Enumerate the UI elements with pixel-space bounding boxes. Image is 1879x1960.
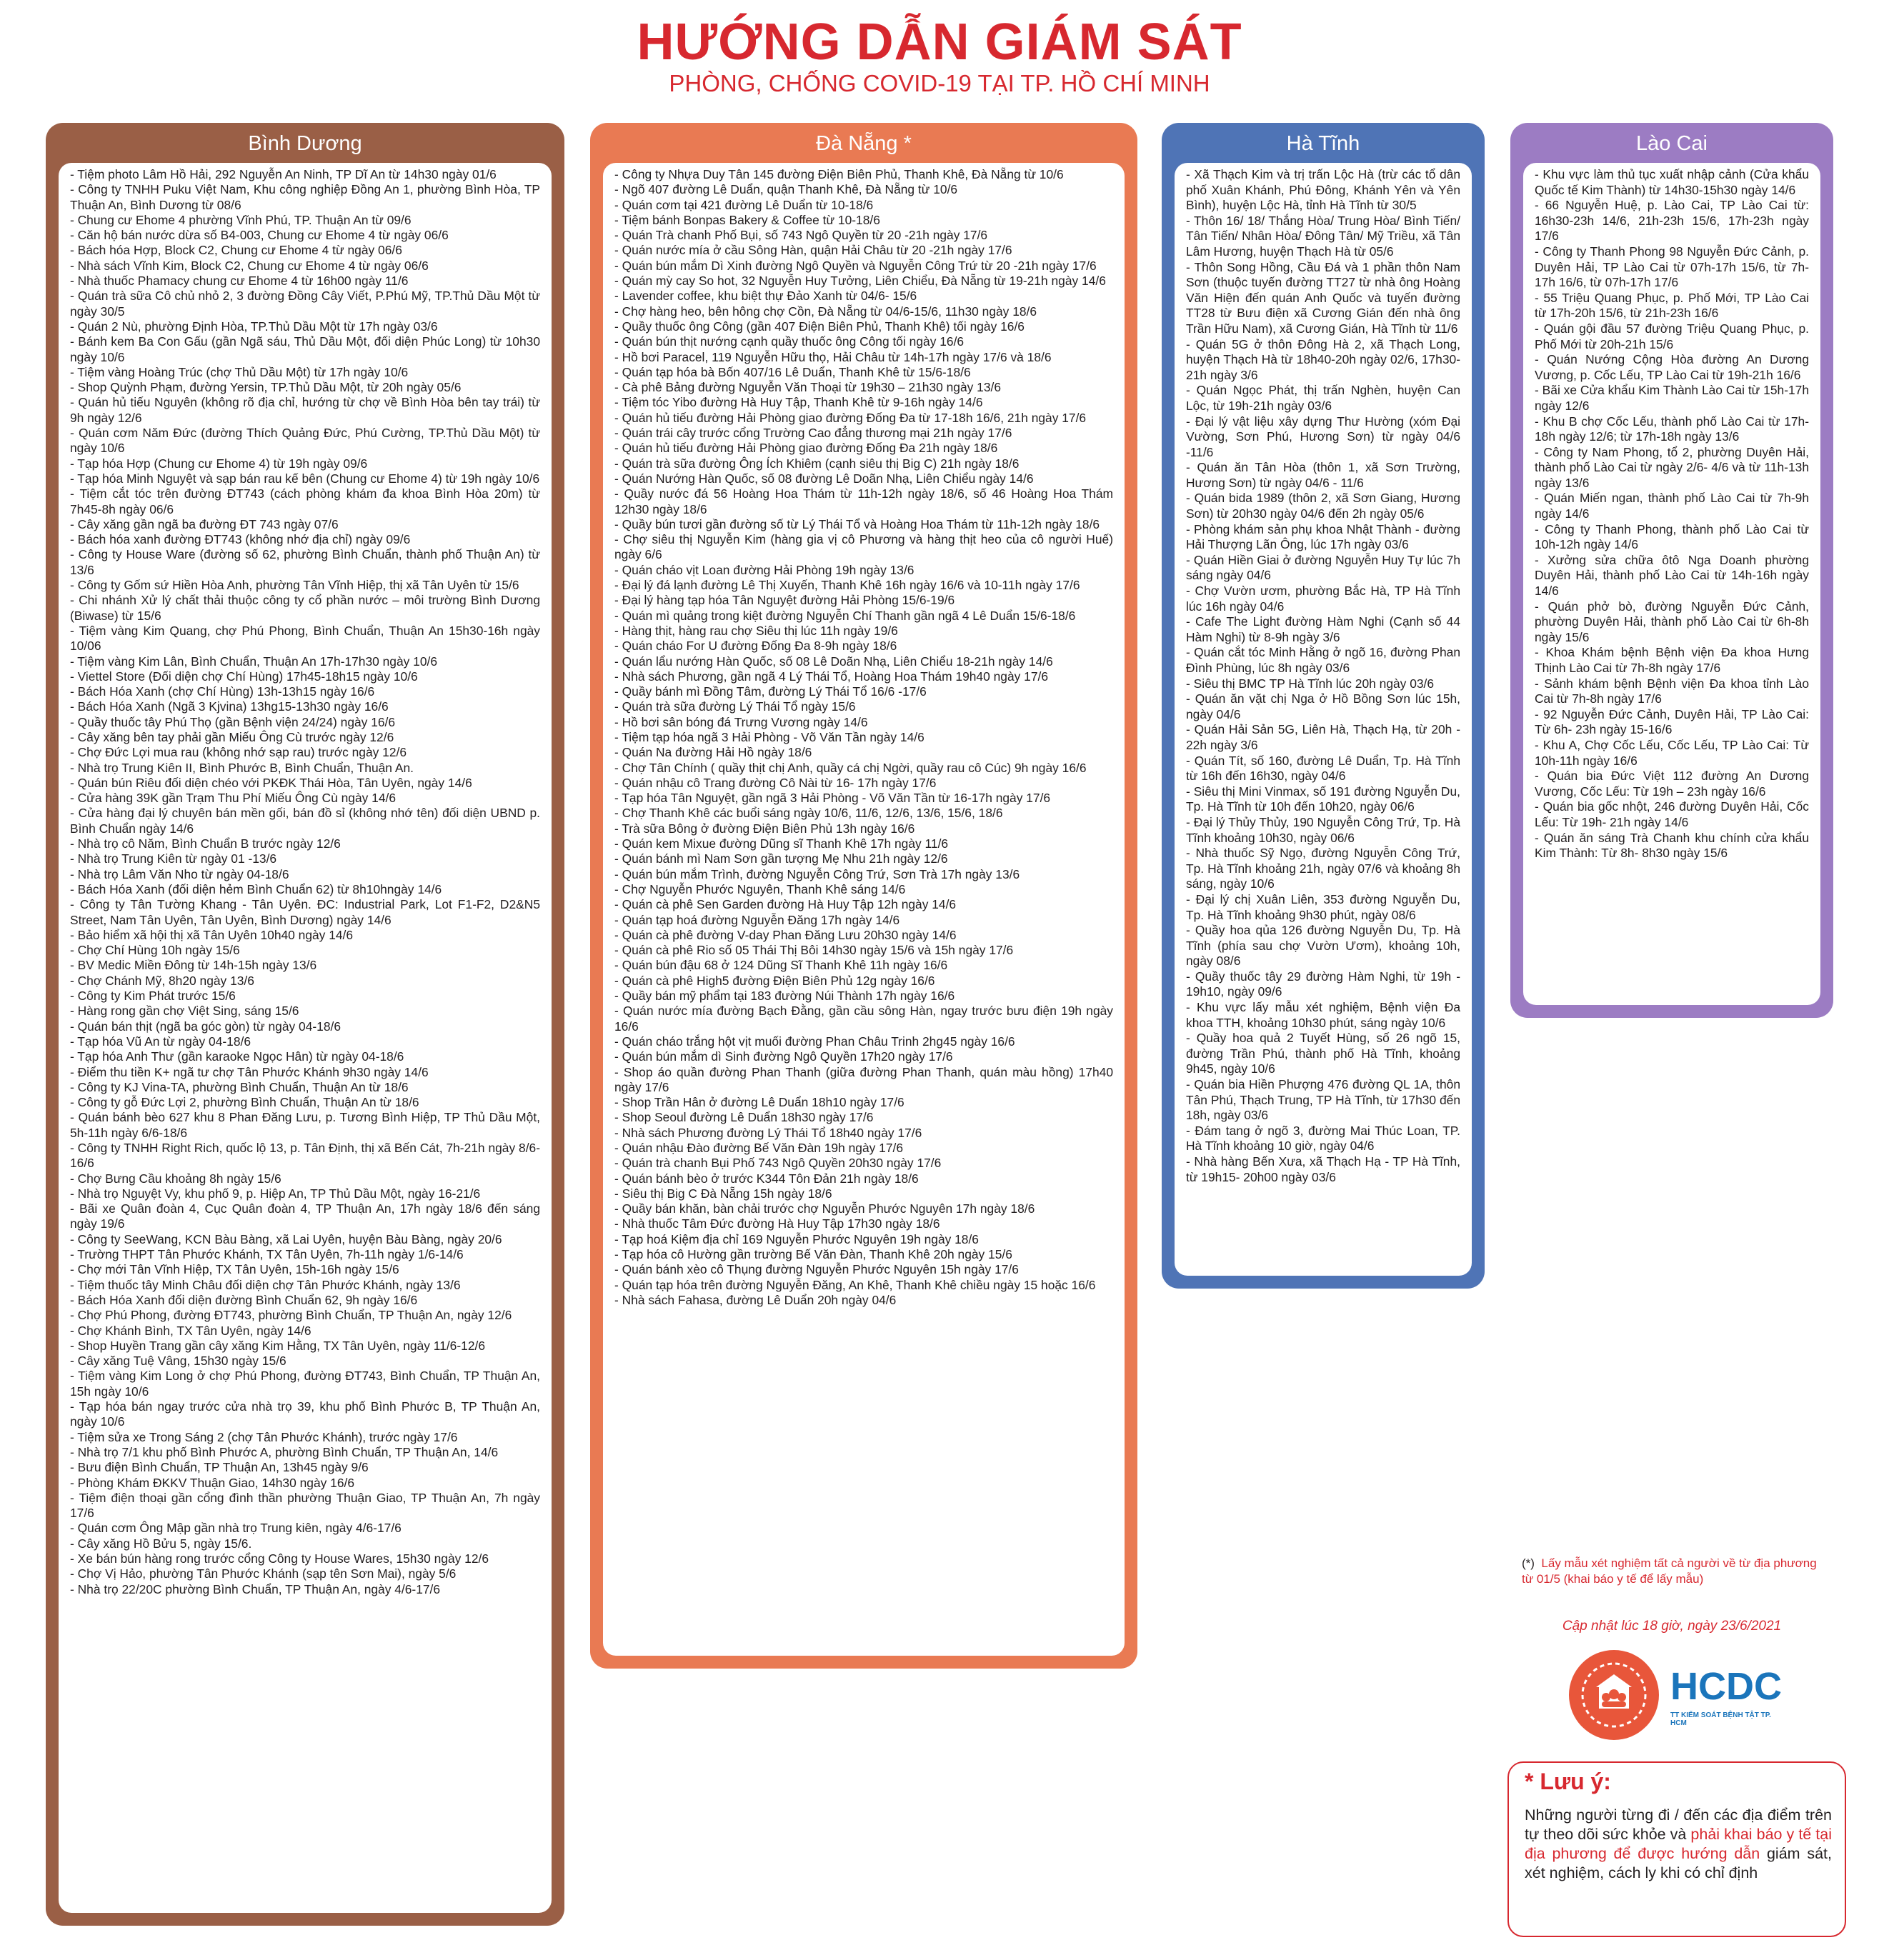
location-item: - Quán tạp hóa bà Bốn 407/16 Lê Duẩn, Thanh Khê từ 15/6-18/6 bbox=[614, 364, 971, 379]
location-item: - Công ty KJ Vina-TA, phường Bình Chuẩn, Thuận An từ 18/6 bbox=[70, 1079, 409, 1094]
location-item: - Quán cháo For U đường Đống Đa 8-9h ngày 18/6 bbox=[614, 639, 897, 654]
location-item: - 66 Nguyễn Huệ, p. Lào Cai, TP Lào Cai từ: 16h30-23h 14/6, 21h-23h 15/6, 17h-23h ngày 17/6 bbox=[1535, 198, 1809, 244]
location-item: - Tiệm điện thoại gần cổng đình thần phường Thuận Giao, TP Thuận An, 7h ngày 17/6 bbox=[70, 1490, 540, 1521]
location-item: - Bách Hóa Xanh (chợ Chí Hùng) 13h-13h15 ngày 16/6 bbox=[70, 684, 375, 699]
location-item: - Công ty Thanh Phong, thành phố Lào Cai từ 10h-12h ngày 14/6 bbox=[1535, 521, 1809, 552]
location-item: - Tạp hóa bán ngay trước cửa nhà trọ 39, khu phố Bình Phước B, TP Thuận An, ngày 10/6 bbox=[70, 1399, 540, 1429]
location-item: - Cây xăng gần ngã ba đường ĐT 743 ngày 07/6 bbox=[70, 516, 339, 531]
panel-body bbox=[603, 163, 1125, 1656]
location-item: - Quán kem Mixue đường Dũng sĩ Thanh Khê 17h ngày 11/6 bbox=[614, 836, 949, 851]
location-item: - Bách Hóa Xanh đối diện đường Bình Chuẩn 62, 9h ngày 16/6 bbox=[70, 1292, 418, 1307]
location-item: - Tạp hoá Kiệm địa chỉ 169 Nguyễn Phước Nguyên 19h ngày 18/6 bbox=[614, 1231, 979, 1246]
location-list bbox=[1175, 163, 1472, 1185]
location-item: - Đại lý hàng tạp hóa Tân Nguyệt đường Hải Phòng 15/6-19/6 bbox=[614, 593, 955, 608]
location-item: - Quán nước mía đường Bạch Đằng, gần cầu sông Hàn, ngay trước bưu điện 19h ngày 16/6 bbox=[614, 1004, 1113, 1034]
location-item: - Quán hủ tiếu đường Hải Phòng giao đường Đống Đa 21h ngày 18/6 bbox=[614, 441, 998, 456]
panel-title: Lào Cai bbox=[1636, 132, 1708, 155]
location-item: - Quầy hoa qủa 126 đường Nguyễn Du, Tp. Hà Tĩnh (phía sau chợ Vườn Ươm), khoảng 10h, ngày 08/6 bbox=[1186, 923, 1460, 969]
location-item: - Quán bánh xèo cô Thụng đường Nguyễn Phước Nguyên 15h ngày 17/6 bbox=[614, 1262, 1019, 1277]
location-item: - Quán tạp hóa trên đường Nguyễn Đăng, An Khê, Thanh Khê chiều ngày 15 hoặc 16/6 bbox=[614, 1277, 1096, 1292]
location-item: - Quán bún mắm Trình, đường Nguyễn Công Trứ, Sơn Trà 17h ngày 13/6 bbox=[614, 866, 1020, 881]
location-item: - Chợ Khánh Bình, TX Tân Uyên, ngày 14/6 bbox=[70, 1323, 311, 1338]
location-item: - Quán bia gốc nhột, 246 đường Duyên Hải, Cốc Lếu: Từ 19h- 21h ngày 14/6 bbox=[1535, 799, 1809, 829]
panel-da-nang bbox=[590, 123, 1137, 1669]
location-item: - Cà phê Bảng đường Nguyễn Văn Thoại từ 19h30 – 21h30 ngày 13/6 bbox=[614, 380, 1002, 395]
location-item: - Tạp hóa Hợp (Chung cư Ehome 4) từ 19h ngày 09/6 bbox=[70, 456, 368, 471]
location-item: - Quán Nướng Hàn Quốc, số 08 đường Lê Doãn Nhạ, Liên Chiểu ngày 14/6 bbox=[614, 471, 1034, 486]
location-item: - Quán Trà chanh Phố Bụi, số 743 Ngô Quyền từ 20 -21h ngày 17/6 bbox=[614, 228, 988, 243]
location-item: - Công ty Gốm sứ Hiền Hòa Anh, phường Tân Vĩnh Hiệp, thị xã Tân Uyên từ 15/6 bbox=[70, 578, 519, 593]
location-item: - Công ty gỗ Đức Lợi 2, phường Bình Chuẩn, Thuận An từ 18/6 bbox=[70, 1095, 419, 1110]
location-item: - Công ty TNHH Right Rich, quốc lộ 13, p. Tân Định, thị xã Bến Cát, 7h-21h ngày 8/6-16/6 bbox=[70, 1141, 540, 1171]
location-item: - Shop Seoul đường Lê Duẩn 18h30 ngày 17/6 bbox=[614, 1110, 874, 1125]
location-item: - Bãi xe Quân đoàn 4, Cục Quân đoàn 4, TP Thuận An, 17h ngày 18/6 đến sáng ngày 19/6 bbox=[70, 1201, 540, 1231]
location-item: - Tạp hóa Anh Thư (gần karaoke Ngọc Hân) từ ngày 04-18/6 bbox=[70, 1049, 404, 1064]
location-item: - Tiệm vàng Kim Quang, chợ Phú Phong, Bình Chuẩn, Thuận An 15h30-16h ngày 10/06 bbox=[70, 623, 540, 654]
location-item: - Quán tạp hoá đường Nguyễn Đăng 17h ngày 14/6 bbox=[614, 912, 900, 927]
location-item: - Phòng Khám ĐKKV Thuận Giao, 14h30 ngày 16/6 bbox=[70, 1475, 354, 1490]
location-item: - Chợ mới Tân Vĩnh Hiệp, TX Tân Uyên, 15h-16h ngày 15/6 bbox=[70, 1262, 399, 1277]
location-item: - Chợ Phú Phong, đường ĐT743, phường Bình Chuẩn, TP Thuận An, ngày 12/6 bbox=[70, 1308, 512, 1323]
panel-title: Hà Tĩnh bbox=[1286, 132, 1360, 155]
location-item: - Khoa Khám bệnh Bệnh viện Đa khoa Hưng Thịnh Lào Cai từ 7h-8h ngày 17/6 bbox=[1535, 645, 1809, 675]
location-item: - Thôn Song Hồng, Cầu Đá và 1 phần thôn Nam Sơn (thuộc tuyến đường TT27 từ nhà ông Hoàng Văn Hiện đến quán Anh Quốc và tuyến đường TT28 từ Bưu điện xã Cương Gián đến nhà ông Trần Hữu Nam), xã Cương Gián, Hà Tĩnh từ 11/6 bbox=[1186, 259, 1460, 336]
location-item: - Bách Hóa Xanh (đối diện hẻm Bình Chuẩn 62) từ 8h10hngày 14/6 bbox=[70, 881, 442, 896]
panel-lao-cai bbox=[1510, 123, 1833, 1018]
location-item: - Chợ Vườn ươm, phường Bắc Hà, TP Hà Tĩnh lúc 16h ngày 04/6 bbox=[1186, 584, 1460, 614]
location-item: - Quán bán thịt (ngã ba góc gòn) từ ngày 04-18/6 bbox=[70, 1019, 342, 1034]
location-item: - Quán cháo trắng hột vịt muối đường Phan Châu Trinh 2hg45 ngày 16/6 bbox=[614, 1034, 1015, 1049]
location-item: - Chợ Đức Lợi mua rau (không nhớ sạp rau) trước ngày 12/6 bbox=[70, 745, 407, 760]
location-item: - Quầy hoa quả 2 Tuyết Hùng, số 26 ngõ 15, đường Trần Phú, thành phố Hà Tĩnh, khoảng 9h45, ngày 10/6 bbox=[1186, 1031, 1460, 1076]
location-item: - Bảo hiểm xã hội thị xã Tân Uyên 10h40 ngày 14/6 bbox=[70, 927, 354, 942]
logo-subtext: TT KIỂM SOÁT BỆNH TẬT TP. HCM bbox=[1670, 1711, 1771, 1727]
location-item: - Tạp hóa cô Hường gần trường Bế Văn Đàn, Thanh Khê 20h ngày 15/6 bbox=[614, 1247, 1012, 1262]
location-item: - Chợ Bưng Cầu khoảng 8h ngày 15/6 bbox=[70, 1171, 281, 1186]
note-box bbox=[1507, 1761, 1846, 1937]
location-item: - Quán nhậu Đào đường Bế Văn Đàn 19h ngày 17/6 bbox=[614, 1141, 903, 1155]
location-item: - Khu vực làm thủ tục xuất nhập cảnh (Cửa khẩu Quốc tế Kim Thành) từ 14h30-15h30 ngày 14/6 bbox=[1535, 167, 1809, 197]
location-item: - Bách hóa Hợp, Block C2, Chung cư Ehome 4 từ ngày 06/6 bbox=[70, 243, 402, 258]
location-item: - Cửa hàng 39K gần Trạm Thu Phí Miếu Ông Cù ngày 14/6 bbox=[70, 791, 397, 806]
location-item: - Quầy thuốc ông Công (gần 407 Điện Biên Phủ, Thanh Khê) tối ngày 16/6 bbox=[614, 319, 1025, 334]
location-item: - Tiệm tạp hóa ngã 3 Hải Phòng - Võ Văn Tần ngày 14/6 bbox=[614, 729, 924, 744]
location-item: - Công ty Kim Phát trước 15/6 bbox=[70, 989, 236, 1004]
location-item: - Đại lý Thủy Thủy, 190 Nguyễn Công Trứ, Tp. Hà Tĩnh khoảng 10h30, ngày 06/6 bbox=[1186, 814, 1460, 845]
location-item: - Tiệm vàng Hoàng Trúc (chợ Thủ Dầu Một) từ 17h ngày 10/6 bbox=[70, 364, 409, 379]
location-item: - Shop Quỳnh Phạm, đường Yersin, TP.Thủ Dầu Một, từ 20h ngày 05/6 bbox=[70, 380, 462, 395]
location-item: - Quán cà phê Rio số 05 Thái Thị Bôi 14h30 ngày 15/6 và 15h ngày 17/6 bbox=[614, 943, 1014, 958]
location-item: - Quán ăn vặt chị Nga ở Hồ Bồng Sơn lúc 15h, ngày 04/6 bbox=[1186, 691, 1460, 721]
location-item: - Tiệm tóc Yibo đường Hà Huy Tập, Thanh Khê từ 9-16h ngày 14/6 bbox=[614, 395, 983, 410]
location-item: - Quán cơm Năm Đức (đường Thích Quảng Đức, Phú Cường, TP.Thủ Dầu Một) từ ngày 10/6 bbox=[70, 426, 540, 456]
panel-binh-duong bbox=[46, 123, 564, 1926]
location-item: - Quán bún thịt nướng cạnh quầy thuốc ông Công tối ngày 16/6 bbox=[614, 334, 965, 349]
location-item: - Quán bánh bèo ở trước K344 Tôn Đản 21h ngày 18/6 bbox=[614, 1171, 919, 1186]
location-item: - Quán Na đường Hải Hồ ngày 18/6 bbox=[614, 745, 812, 760]
location-item: - Chợ Chí Hùng 10h ngày 15/6 bbox=[70, 943, 240, 958]
location-item: - Nhà trọ Trung Kiên II, Bình Phước B, Bình Chuẩn, Thuận An. bbox=[70, 760, 414, 775]
location-item: - Quán cà phê High5 đường Điện Biên Phủ 12g ngày 16/6 bbox=[614, 973, 935, 988]
hcdc-logo bbox=[1569, 1650, 1783, 1743]
panel-ha-tinh bbox=[1162, 123, 1485, 1289]
location-item: - Quầy bánh mì Đồng Tâm, đường Lý Thái Tổ 16/6 -17/6 bbox=[614, 684, 927, 699]
location-item: - Shop Trần Hân ở đường Lê Duẩn 18h10 ngày 17/6 bbox=[614, 1095, 904, 1110]
logo-text: HCDC bbox=[1670, 1665, 1782, 1708]
location-item: - Tiệm vàng Kim Lân, Bình Chuẩn, Thuận An 17h-17h30 ngày 10/6 bbox=[70, 654, 438, 669]
location-item: - Xã Thạch Kim và trị trấn Lộc Hà (trừ các tổ dân phố Xuân Khánh, Phú Đông, Khánh Yên và Yên Bình), huyện Lộc Hà, tỉnh Hà Tĩnh từ 30/5 bbox=[1186, 167, 1460, 213]
location-item: - Quán Miến ngan, thành phố Lào Cai từ 7h-9h ngày 14/6 bbox=[1535, 491, 1809, 521]
location-item: - Quán bia Đức Việt 112 đường An Dương Vương, Cốc Lếu: Từ 19h – 23h ngày 16/6 bbox=[1535, 769, 1809, 799]
location-item: - Nhà trọ 7/1 khu phố Bình Phước A, phường Bình Chuẩn, TP Thuận An, 14/6 bbox=[70, 1444, 499, 1459]
location-item: - Quán bún mắm dì Sinh đường Ngô Quyền 17h20 ngày 17/6 bbox=[614, 1049, 953, 1064]
location-item: - Shop Huyền Trang gần cây xăng Kim Hằng, TX Tân Uyên, ngày 11/6-12/6 bbox=[70, 1338, 485, 1353]
location-item: - Quán nhậu cô Trang đường Cô Nài từ 16- 17h ngày 17/6 bbox=[614, 775, 937, 790]
panel-body bbox=[1175, 163, 1472, 1276]
location-item: - Đại lý chị Xuân Liên, 353 đường Nguyễn Du, Tp. Hà Tĩnh khoảng 9h30 phút, ngày 08/6 bbox=[1186, 891, 1460, 922]
location-item: - Nhà sách Phương đường Lý Thái Tổ 18h40 ngày 17/6 bbox=[614, 1125, 922, 1140]
location-item: - Quán bánh mì Nam Sơn gần tượng Mẹ Nhu 21h ngày 12/6 bbox=[614, 851, 948, 866]
location-item: - Tiệm thuốc tây Minh Châu đối diện chợ Tân Phước Khánh, ngày 13/6 bbox=[70, 1277, 461, 1292]
location-item: - Siêu thị Mini Vinmax, số 191 đường Nguyễn Du, Tp. Hà Tĩnh từ 10h đến 10h20, ngày 06/6 bbox=[1186, 784, 1460, 814]
location-item: - Phòng khám sản phụ khoa Nhật Thành - đường Hải Thượng Lãn Ông, lúc 17h ngày 03/6 bbox=[1186, 521, 1460, 552]
location-item: - Viettel Store (Đối diện chợ Chí Hùng) 17h45-18h15 ngày 10/6 bbox=[70, 669, 418, 684]
location-item: - Công ty SeeWang, KCN Bàu Bàng, xã Lai Uyên, huyện Bàu Bàng, ngày 20/6 bbox=[70, 1231, 502, 1246]
location-item: - Quán gội đầu 57 đường Triệu Quang Phục, p. Phố Mới từ 20h-21h 15/6 bbox=[1535, 321, 1809, 351]
location-item: - Công ty House Ware (đường số 62, phường Bình Chuẩn, thành phố Thuận An) từ 13/6 bbox=[70, 547, 540, 577]
location-item: - Cửa hàng đại lý chuyên bán mền gối, bán đồ sỉ (không nhớ tên) đối diện UBND p. Bình Chuẩn ngày 14/6 bbox=[70, 806, 540, 836]
location-item: - Ngõ 407 đường Lê Duẩn, quận Thanh Khê, Đà Nẵng từ 10/6 bbox=[614, 182, 958, 197]
location-item: - Quán Ngọc Phát, thị trấn Nghèn, huyện Can Lộc, từ 19h-21h ngày 03/6 bbox=[1186, 383, 1460, 413]
location-item: - Nhà thuốc Phamacy chung cư Ehome 4 từ 16h00 ngày 11/6 bbox=[70, 274, 409, 289]
location-item: - Quán trà sữa Cô chủ nhỏ 2, 3 đường Đồng Cây Viết, P.Phú Mỹ, TP.Thủ Dầu Một từ ngày 30/5 bbox=[70, 289, 540, 319]
location-item: - Quán trà sữa đường Lý Thái Tổ ngày 15/6 bbox=[614, 699, 856, 714]
note-text-highlight: phải khai báo y tế tại địa phương để được hướng dẫn bbox=[1525, 1826, 1833, 1862]
location-item: - Tiệm photo Lâm Hồ Hải, 292 Nguyễn An Ninh, TP Dĩ An từ 14h30 ngày 01/6 bbox=[70, 167, 497, 181]
location-item: - Quán bún mắm Dì Xinh đường Ngô Quyền và Nguyễn Công Trứ từ 20 -21h ngày 17/6 bbox=[614, 258, 1097, 273]
location-item: - Quán cắt tóc Minh Hằng ở ngõ 16, đường Phan Đình Phùng, lúc 8h ngày 03/6 bbox=[1186, 645, 1460, 675]
location-item: - Quán hủ tiếu Nguyên (không rõ địa chỉ, hướng từ chợ về Bình Hòa bên tay trái) từ 9h ngày 12/6 bbox=[70, 395, 540, 425]
panel-body bbox=[1523, 163, 1820, 1005]
location-item: - Hồ bơi sân bóng đá Trưng Vương ngày 14/6 bbox=[614, 714, 868, 729]
location-item: - Chi nhánh Xử lý chất thải thuộc công ty cổ phần nước – môi trường Bình Dương (Biwase) từ 15/6 bbox=[70, 593, 540, 623]
page-subtitle: PHÒNG, CHỐNG COVID-19 TẠI TP. HỒ CHÍ MINH bbox=[669, 70, 1210, 96]
location-item: - Đại lý vật liệu xây dựng Thư Hường (xóm Đại Vường, Sơn Phú, Hương Sơn) từ ngày 04/6 -11/6 bbox=[1186, 414, 1460, 459]
location-item: - Quán bia Hiền Phượng 476 đường QL 1A, thôn Tân Phú, Thạch Trung, TP Hà Tĩnh, từ 17h30 đến 18h, ngày 03/6 bbox=[1186, 1077, 1460, 1123]
location-item: - Quán Hải Sản 5G, Liên Hà, Thạch Hạ, từ 20h - 22h ngày 3/6 bbox=[1186, 722, 1460, 752]
location-item: - Quán Tít, số 160, đường Lê Duẩn, Tp. Hà Tĩnh từ 16h đến 16h30, ngày 04/6 bbox=[1186, 753, 1460, 784]
location-item: - Chợ Tân Chính ( quầy thịt chị Anh, quầy cá chị Ngời, quầy rau cô Cúc) 9h ngày 16/6 bbox=[614, 760, 1087, 775]
location-item: - Lavender coffee, khu biệt thự Đảo Xanh từ 04/6- 15/6 bbox=[614, 289, 917, 304]
location-item: - Quán trái cây trước cổng Trường Cao đẳng thương mại 21h ngày 17/6 bbox=[614, 426, 1012, 441]
location-item: - Quán Hiền Giai ở đường Nguyễn Huy Tự lúc 7h sáng ngày 04/6 bbox=[1186, 552, 1460, 583]
location-item: - Quán ăn sáng Trà Chanh khu chính cửa khẩu Kim Thành: Từ 8h- 8h30 ngày 15/6 bbox=[1535, 830, 1809, 861]
location-item: - Bách Hóa Xanh (Ngã 3 Kjvina) 13hg15-13h30 ngày 16/6 bbox=[70, 699, 389, 714]
location-item: - Khu B chợ Cốc Lếu, thành phố Lào Cai từ 17h-18h ngày 12/6; từ 17h-18h ngày 13/6 bbox=[1535, 414, 1809, 444]
location-item: - Công ty Nam Phong, tổ 2, phường Duyên Hải, thành phố Lào Cai từ ngày 2/6- 4/6 và từ 11h-13h ngày 13/6 bbox=[1535, 444, 1809, 490]
location-item: - Quán mỳ cay So hot, 32 Nguyễn Huy Tưởng, Liên Chiểu, Đà Nẵng từ 19-21h ngày 14/6 bbox=[614, 274, 1106, 289]
footnote bbox=[1522, 1556, 1822, 1587]
location-item: - Tạp hóa Minh Nguyệt và sạp bán rau kế bên (Chung cư Ehome 4) từ 19h ngày 10/6 bbox=[70, 471, 540, 486]
location-item: - Chợ Nguyễn Phước Nguyên, Thanh Khê sáng 14/6 bbox=[614, 881, 906, 896]
location-item: - Nhà thuốc Tâm Đức đường Hà Huy Tập 17h30 ngày 18/6 bbox=[614, 1216, 940, 1231]
location-item: - Điểm thu tiền K+ ngã tư chợ Tân Phước Khánh 9h30 ngày 14/6 bbox=[70, 1064, 429, 1079]
location-item: - Công ty Tân Tường Khang - Tân Uyên. ĐC: Industrial Park, Lot F1-F2, D2&N5 Street, Nam Tân Uyên, Tân Uyên, Bình Dương) ngày 14/6 bbox=[70, 897, 540, 927]
location-item: - Quán lẩu nướng Hàn Quốc, số 08 Lê Doãn Nhạ, Liên Chiểu 18-21h ngày 14/6 bbox=[614, 654, 1053, 669]
location-item: - Xe bán bún hàng rong trước cổng Công ty House Wares, 15h30 ngày 12/6 bbox=[70, 1551, 489, 1566]
location-list bbox=[59, 163, 552, 1597]
location-item: - Quán nước mía ở cầu Sông Hàn, quận Hải Châu từ 20 -21h ngày 17/6 bbox=[614, 243, 1012, 258]
location-item: - Quán cháo vịt Loan đường Hải Phòng 19h ngày 13/6 bbox=[614, 562, 914, 577]
location-item: - Quầy thuốc tây Phú Thọ (gần Bệnh viện 24/24) ngày 16/6 bbox=[70, 714, 396, 729]
location-item: - Chợ siêu thị Nguyễn Kim (hàng gia vị cô Phương và hàng thịt heo của cô người Huế) ngày 6/6 bbox=[614, 532, 1113, 562]
location-item: - Tiệm sửa xe Trong Sáng 2 (chợ Tân Phước Khánh), trước ngày 17/6 bbox=[70, 1429, 458, 1444]
location-item: - Nhà sách Vĩnh Kim, Block C2, Chung cư Ehome 4 từ ngày 06/6 bbox=[70, 258, 429, 273]
location-list bbox=[603, 163, 1125, 1308]
footnote-mark: (*) bbox=[1522, 1556, 1535, 1570]
location-item: - Quán ăn Tân Hòa (thôn 1, xã Sơn Trường, Hương Sơn) từ ngày 04/6 - 11/6 bbox=[1186, 460, 1460, 490]
location-item: - Quán trà chanh Bụi Phố 743 Ngô Quyền 20h30 ngày 17/6 bbox=[614, 1156, 942, 1171]
location-item: - Căn hộ bán nước dừa số B4-003, Chung cư Ehome 4 từ ngày 06/6 bbox=[70, 228, 449, 243]
location-item: - Cây xăng Hồ Bửu 5, ngày 15/6. bbox=[70, 1536, 252, 1551]
page-title: HƯỚNG DẪN GIÁM SÁT bbox=[637, 14, 1242, 71]
location-item: - Siêu thị Big C Đà Nẵng 15h ngày 18/6 bbox=[614, 1186, 832, 1201]
footnote-text: Lấy mẫu xét nghiệm tất cả người về từ địa phương từ 01/5 (khai báo y tế để lấy mẫu) bbox=[1522, 1556, 1817, 1586]
location-item: - Quán 5G ở thôn Đông Hà 2, xã Thạch Long, huyện Thạch Hà từ 18h40-20h ngày 02/6, 17h30- 21h ngày 3/6 bbox=[1186, 336, 1460, 382]
location-item: - Khu vực lấy mẫu xét nghiệm, Bệnh viện Đa khoa TTH, khoảng 10h30 phút, sáng ngày 10/6 bbox=[1186, 1000, 1460, 1030]
location-item: - Công ty Thanh Phong 98 Nguyễn Đức Cảnh, p. Duyên Hải, TP Lào Cai từ 07h-17h 15/6, từ 7h-17h 16/6, từ 07h-17h 17/6 bbox=[1535, 244, 1809, 290]
location-item: - Quán bida 1989 (thôn 2, xã Sơn Giang, Hương Sơn) từ 20h30 ngày 04/6 đến 2h ngày 05/6 bbox=[1186, 491, 1460, 521]
location-item: - Quán 2 Nù, phường Định Hòa, TP.Thủ Dầu Một từ 17h ngày 03/6 bbox=[70, 319, 438, 334]
location-item: - Shop áo quần đường Phan Thanh (giữa đường Phan Thanh, quán màu hồng) 17h40 ngày 17/6 bbox=[614, 1064, 1113, 1094]
location-item: - Trà sữa Bông ở đường Điện Biên Phủ 13h ngày 16/6 bbox=[614, 821, 915, 836]
location-item: - Chợ hàng heo, bên hông chợ Cồn, Đà Nẵng từ 04/6-15/6, 11h30 ngày 18/6 bbox=[614, 304, 1037, 319]
location-item: - Tiệm cắt tóc trên đường ĐT743 (cách phòng khám đa khoa Bình Hòa 20m) từ 7h45-8h ngày 06/6 bbox=[70, 486, 540, 516]
note-text bbox=[1525, 1806, 1832, 1883]
location-item: - Nhà hàng Bến Xưa, xã Thạch Hạ - TP Hà Tĩnh, từ 19h15- 20h00 ngày 03/6 bbox=[1186, 1154, 1460, 1184]
location-item: - Đại lý đá lạnh đường Lê Thị Xuyến, Thanh Khê 16h ngày 16/6 và 10-11h ngày 17/6 bbox=[614, 578, 1080, 593]
location-item: - Chợ Vị Hảo, phường Tân Phước Khánh (sạp tên Sơn Mai), ngày 5/6 bbox=[70, 1566, 457, 1581]
location-item: - 92 Nguyễn Đức Cảnh, Duyên Hải, TP Lào Cai: Từ 6h- 23h ngày 15-16/6 bbox=[1535, 706, 1809, 737]
update-timestamp: Cập nhật lúc 18 giờ, ngày 23/6/2021 bbox=[1562, 1619, 1782, 1634]
location-item: - Quán cà phê đường V-day Phan Đăng Lưu 20h30 ngày 14/6 bbox=[614, 927, 957, 942]
location-item: - Sảnh khám bệnh Bệnh viện Đa khoa tỉnh Lào Cai từ 7h-8h ngày 17/6 bbox=[1535, 676, 1809, 706]
location-item: - Quán cơm tại 421 đường Lê Duẩn từ 10-18/6 bbox=[614, 197, 874, 212]
location-item: - BV Medic Miền Đông từ 14h-15h ngày 13/6 bbox=[70, 958, 317, 973]
location-item: - Quán Nướng Cộng Hòa đường An Dương Vương, p. Cốc Lếu, TP Lào Cai từ 19h-21h 16/6 bbox=[1535, 352, 1809, 382]
note-text-part1: Những người từng đi / đến các địa điểm trên tự theo dõi sức khỏe và bbox=[1525, 1806, 1832, 1843]
location-item: - Hàng rong gần chợ Việt Sing, sáng 15/6 bbox=[70, 1004, 299, 1019]
location-item: - Siêu thị BMC TP Hà Tĩnh lúc 20h ngày 03/6 bbox=[1186, 676, 1435, 691]
location-item: - Cafe The Light đường Hàm Nghi (Cạnh số 44 Hàm Nghi) từ 8-9h ngày 3/6 bbox=[1186, 614, 1460, 644]
location-item: - Quán phở bò, đường Nguyễn Đức Cảnh, phường Duyên Hải, thành phố Lào Cai từ 6h-8h ngày 15/6 bbox=[1535, 599, 1809, 644]
panel-body bbox=[59, 163, 552, 1913]
panel-title: Đà Nẵng * bbox=[816, 132, 912, 155]
location-item: - Nhà sách Fahasa, đường Lê Duẩn 20h ngày 04/6 bbox=[614, 1292, 897, 1307]
location-item: - Chợ Thanh Khê các buổi sáng ngày 10/6, 11/6, 12/6, 13/6, 15/6, 18/6 bbox=[614, 806, 1003, 821]
location-item: - Nhà sách Phương, gần ngã 4 Lý Thái Tổ, Hoàng Hoa Thám 19h40 ngày 17/6 bbox=[614, 669, 1048, 684]
location-item: - Tạp hóa Tân Nguyệt, gần ngã 3 Hải Phòng - Võ Văn Tần từ 16-17h ngày 17/6 bbox=[614, 791, 1051, 806]
location-item: - Tiệm vàng Kim Long ở chợ Phú Phong, đường ĐT743, Bình Chuẩn, TP Thuận An, 15h ngày 10/6 bbox=[70, 1369, 540, 1399]
location-item: - Cây xăng Tuệ Vâng, 15h30 ngày 15/6 bbox=[70, 1354, 286, 1369]
note-title: * Lưu ý: bbox=[1525, 1769, 1611, 1794]
location-item: - Khu A, Chợ Cốc Lếu, Cốc Lếu, TP Lào Cai: Từ 10h-11h ngày 16/6 bbox=[1535, 737, 1809, 768]
location-item: - Bách hóa xanh đường ĐT743 (không nhớ địa chỉ) ngày 09/6 bbox=[70, 532, 411, 547]
location-item: - Bãi xe Cửa khẩu Kim Thành Lào Cai từ 15h-17h ngày 12/6 bbox=[1535, 383, 1809, 413]
location-item: - Quán cà phê Sen Garden đường Hà Huy Tập 12h ngày 14/6 bbox=[614, 897, 957, 912]
location-item: - Bánh kem Ba Con Gấu (gần Ngã sáu, Thủ Dầu Một, đối diện Phúc Long) từ 10h30 ngày 10/6 bbox=[70, 334, 540, 364]
location-item: - Cây xăng bên tay phải gần Miếu Ông Cù trước ngày 12/6 bbox=[70, 729, 394, 744]
location-item: - Chợ Chánh Mỹ, 8h20 ngày 13/6 bbox=[70, 973, 254, 988]
location-item: - Thôn 16/ 18/ Thắng Hòa/ Trung Hòa/ Bình Tiến/ Tân Tiến/ Nhân Hòa/ Đông Tân/ Mỹ Triều, xã Tân Lâm Hương, huyện Thạch Hà từ 05/6 bbox=[1186, 213, 1460, 259]
location-list bbox=[1523, 163, 1820, 861]
note-text-part2: giám sát, xét nghiệm, cách ly khi có chỉ định bbox=[1525, 1845, 1832, 1881]
location-item: - Nhà trọ Lâm Văn Nho từ ngày 04-18/6 bbox=[70, 866, 289, 881]
location-item: - Hàng thịt, hàng rau chợ Siêu thị lúc 11h ngày 19/6 bbox=[614, 623, 898, 638]
location-item: - Nhà thuốc Sỹ Ngọ, đường Nguyễn Công Trứ, Tp. Hà Tĩnh khoảng 21h, ngày 07/6 và khoảng 8h sáng, ngày 10/6 bbox=[1186, 846, 1460, 891]
location-item: - Nhà trọ Trung Kiên từ ngày 01 -13/6 bbox=[70, 851, 277, 866]
location-item: - Quán mì quảng trong kiệt đường Nguyễn Chí Thanh gần ngã 4 Lê Duẩn 15/6-18/6 bbox=[614, 608, 1076, 623]
location-item: - Đám tang ở ngõ 3, đường Mai Thúc Loan, TP. Hà Tĩnh khoảng 10 giờ, ngày 04/6 bbox=[1186, 1123, 1460, 1154]
location-item: - Quầy bún tươi gần đường số từ Lý Thái Tổ và Hoàng Hoa Thám từ 11h-12h ngày 18/6 bbox=[614, 516, 1100, 531]
location-item: - Tiệm bánh Bonpas Bakery & Coffee từ 10-18/6 bbox=[614, 212, 880, 227]
location-item: - Công ty TNHH Puku Việt Nam, Khu công nghiệp Đồng An 1, phường Bình Hòa, TP Thuận An, Bình Dương từ 08/6 bbox=[70, 182, 540, 212]
panel-title: Bình Dương bbox=[248, 132, 362, 155]
location-item: - Quán trà sữa đường Ông Ích Khiêm (cạnh siêu thị Big C) 21h ngày 18/6 bbox=[614, 456, 1020, 471]
location-item: - Trường THPT Tân Phước Khánh, TX Tân Uyên, 7h-11h ngày 1/6-14/6 bbox=[70, 1247, 464, 1262]
location-item: - Quầy thuốc tây 29 đường Hàm Nghi, từ 19h - 19h10, ngày 09/6 bbox=[1186, 969, 1460, 999]
location-item: - Quầy nước đá 56 Hoàng Hoa Thám từ 11h-12h ngày 18/6, số 46 Hoàng Hoa Thám 12h30 ngày 18/6 bbox=[614, 486, 1113, 516]
location-item: - Công ty Nhựa Duy Tân 145 đường Điện Biên Phủ, Thanh Khê, Đà Nẵng từ 10/6 bbox=[614, 167, 1064, 181]
location-item: - 55 Triệu Quang Phục, p. Phố Mới, TP Lào Cai từ 17h-20h 15/6, từ 21h-23h 16/6 bbox=[1535, 290, 1809, 321]
location-item: - Hồ bơi Paracel, 119 Nguyễn Hữu thọ, Hải Châu từ 14h-17h ngày 17/6 và 18/6 bbox=[614, 349, 1052, 364]
location-item: - Quán bún Riêu đối diện chéo với PKĐK Thái Hòa, Tân Uyên, ngày 14/6 bbox=[70, 775, 472, 790]
location-item: - Quán hủ tiếu đường Hải Phòng giao đường Đống Đa từ 17-18h 16/6, 21h ngày 17/6 bbox=[614, 410, 1087, 425]
hcdc-logo-icon bbox=[1569, 1650, 1659, 1740]
location-item: - Bưu điện Bình Chuẩn, TP Thuận An, 13h45 ngày 9/6 bbox=[70, 1460, 369, 1475]
location-item: - Quán bún đậu 68 ở 124 Dũng Sĩ Thanh Khê 11h ngày 16/6 bbox=[614, 958, 948, 973]
location-item: - Quán bánh bèo 627 khu 8 Phan Đăng Lưu, p. Tương Bình Hiệp, TP Thủ Dầu Một, 5h-11h ngày 6/6-18/6 bbox=[70, 1110, 540, 1140]
location-item: - Quầy bán mỹ phẩm tại 183 đường Núi Thành 17h ngày 16/6 bbox=[614, 989, 955, 1004]
location-item: - Quán cơm Ông Mập gần nhà trọ Trung kiên, ngày 4/6-17/6 bbox=[70, 1521, 402, 1536]
location-item: - Nhà trọ 22/20C phường Bình Chuẩn, TP Thuận An, ngày 4/6-17/6 bbox=[70, 1581, 441, 1596]
location-item: - Nhà trọ cô Năm, Bình Chuẩn B trước ngày 12/6 bbox=[70, 836, 341, 851]
location-item: - Chung cư Ehome 4 phường Vĩnh Phú, TP. Thuận An từ 09/6 bbox=[70, 212, 412, 227]
location-item: - Nhà trọ Nguyệt Vy, khu phố 9, p. Hiệp An, TP Thủ Dầu Một, ngày 16-21/6 bbox=[70, 1186, 481, 1201]
location-item: - Xưởng sửa chữa ôtô Nga Doanh phường Duyên Hải, thành phố Lào Cai từ 14h-16h ngày 14/6 bbox=[1535, 552, 1809, 599]
location-item: - Quầy bán khăn, bàn chải trước chợ Nguyễn Phước Nguyên 17h ngày 18/6 bbox=[614, 1201, 1035, 1216]
location-item: - Tạp hóa Vũ An từ ngày 04-18/6 bbox=[70, 1034, 251, 1049]
